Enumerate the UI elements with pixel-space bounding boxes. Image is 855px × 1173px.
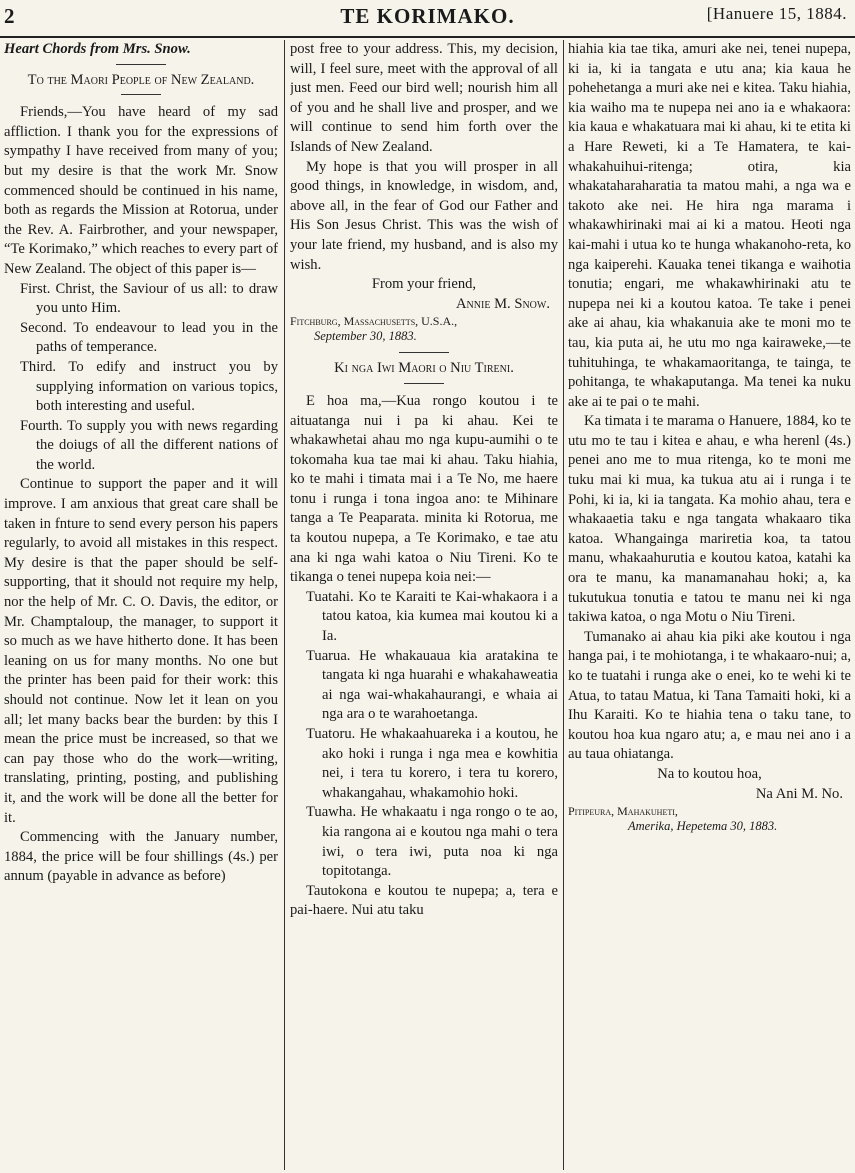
list-item: Tuawha. He whakaatu i nga rongo o te ao, kia rangona ai e koutou nga mahi o tera iwi, o tera iwi, puta noa ki nga topitotanga. [306,804,558,880]
signature: Na Ani M. No. [755,785,843,802]
page-number: 2 [4,4,15,28]
closing: Na to koutou hoa, [657,765,762,782]
paragraph: Ka timata i te marama o Hanuere, 1884, ko te utu mo te tau i kitea e ahau, e wha herenl (4s.) penei ano me to mua ritenga, ko te moni me tuku mai ki mua, ka tukua atu ai i runga i te Pohi, ki ia, ki ia tangata. Ka mohio ahau, tera e whakaaetia taku e nga tangata whakaaro tika katoa. Whangainga mariretia koa, ta tatou manu, whakaahurutia e koutou katoa, katahi ka ora te manu, ka manamanahau hoki; a, ka tukutukua tonutia e tatou te manu nei ki nga takiwa katoa, o nga Motu o Niu Tireni. [568,413,851,626]
paragraph: hiahia kia tae tika, amuri ake nei, tenei nupepa, ki ia, ki ia tangata e utu ana; kia kaua he pohehetanga a muri ake nei e kitea. Taku hiahia, kia waiho ma te nupepa nei ano ia e whakaora: kia kaua e whakatuara mai ki ahau, ki te etita ki a Hare Reweti, ki a Te Hamatera, te kai-whakahuihui-ritenga; otira, kia whakataharaharatia ta matou mahi, a nga wa e takoto ake nei. He hira nga marama i whakawhirinaki mai ai ki a matou. Heoti nga kai-mahi i utua ko te hunga whakanoho-reta, ko nga kaiperehi. Kauaka tenei tikanga e waihotia tonutia; engari, me whakawhirinaki atu te nupepa nei ki a koutou katoa. Te take i penei ake ai ahau, kia whakanuia ake te moni mo te tau, kia puta ai, he utu mo nga kairaweke,—te tuhituhinga, te whakamaoritanga, te tainga, te pohitanga, te whakaputanga. Ma tenei ka nuku ake ai te pai o te mahi. [568,41,851,410]
column-3 [568,40,851,1170]
signature: Annie M. Snow. [456,295,550,312]
list-item: First. Christ, the Saviour of us all: to draw you unto Him. [20,280,278,317]
column-divider [563,40,564,1170]
section-rule [399,352,449,353]
paragraph: post free to your address. This, my decision, will, I feel sure, meet with the approval of all just men. Feed our bird well; nourish him all of you and he shall live and prosper, and we will continue to send him forth over the Islands of New Zealand. [290,41,558,155]
place-line: Fitchburg, Massachusetts, U.S.A., [290,314,458,329]
paragraph: Continue to support the paper and it will improve. I am anxious that great care shall be taken in fnture to send every person his papers regularly, to avoid all mistakes in this respect. My desire is that the paper should be self-supporting, that it should not require my help, nor the help of Mr. C. O. Davis, the editor, or Mr. Champtaloup, the manager, to support it so much as we have hitherto done. It has been leaning on us for many months. No one but the printer has been paid for their work: this should not continue. Now let it lean on you all; let many backs bear the burden: by this I mean the price must be increased, so that we can pay those who do the work—writing, translating, printing, posting, and publishing it, and the work will be done all the better for it. [4,476,278,826]
article-subheading: To the Maori People of New Zealand. [27,71,255,88]
paragraph: Tautokona e koutou te nupepa; a, tera e pai-haere. Nui atu taku [290,882,558,919]
column-1 [4,40,278,1170]
section-rule [121,94,161,95]
list-item: Tuatahi. Ko te Karaiti te Kai-whakaora i a tatou katoa, kia kumea mai koutou ki a Ia. [306,588,558,645]
column-divider [284,40,285,1170]
place-date: September 30, 1883. [314,329,417,344]
paragraph: Tumanako ai ahau kia piki ake koutou i nga hanga pai, i te mohiotanga, i te whakaaro-nui; a, ko te tuatahi i runga ake o enei, ko te wehi ki te Atua, to tatau Matua, ki Tana Tamaiti hoki, ki a Ihu Karaiti. Ko te hiahia tena o taku tane, to koutou hoa kua ngaro atu; a, e mau nei ano i a au taua ohiatanga. [568,628,851,763]
closing: From your friend, [371,276,477,293]
paragraph: My hope is that you will prosper in all good things, in knowledge, in wisdom, and, above all, in the fear of God our Father and His Son Jesus Christ. This was the wish of your late friend, my husband, and is also my wish. [290,158,558,273]
page-header [0,0,855,38]
issue-date: [Hanuere 15, 1884. [706,4,847,23]
list-item: Fourth. To supply you with news regarding the doiugs of all the different nations of the world. [20,417,278,473]
paragraph: E hoa ma,—Kua rongo koutou i te aituatanga nui i pa ki ahau. Kei te whakawhetai ahau mo nga kupu-aumihi o te tokomaha kua tae mai ki ahau. Taku hiahia, ko te mahi i timata mai i a Te No, me haere tonu i runga i tona ingoa ano: te Mihinare tanga a Te Peaparata. minita ki Rotorua, me ta koutou nupepa, a Te Korimako, e tae atu ana ki nga wahi katoa o Niu Tireni. Ko te tikanga o tenei nupepa koia nei:— [290,392,558,586]
list-item: Third. To edify and instruct you by supplying information on various topics, both interesting and useful. [20,358,278,415]
paragraph: Commencing with the January number, 1884, the price will be four shillings (4s.) per annum (payable in advance as before) [4,829,278,885]
list-item: Tuatoru. He whakaahuareka i a koutou, he ako hoki i runga i nga mea e kowhitia nei, i tera tu korero, i tera tu korero, whakangahau, whakamohio hoki. [306,726,558,801]
article-heading: Ki nga Iwi Maori o Niu Tireni. [334,360,514,377]
list-item: Second. To endeavour to lead you in the paths of temperance. [20,319,278,356]
section-rule [404,383,444,384]
list-item: Tuarua. He whakauaua kia aratakina te tangata ki nga huarahi e whakahaweatia ai nga wai-whakahaurangi, e whaia ai nga ara o te warahoetanga. [306,647,558,723]
article-heading: Heart Chords from Mrs. Snow. [4,41,191,57]
place-line: Pitipeura, Mahakuheti, [568,804,678,819]
column-2 [290,40,558,1170]
newspaper-title: TE KORIMAKO. [340,4,515,28]
paragraph: Friends,—You have heard of my sad affliction. I thank you for the expressions of sympathy I have received from many of you; but my desire is that the work Mr. Snow commenced should be continued in his name, both as regards the Mission at Rotorua, under the Rev. A. Fairbrother, and your newspaper, “Te Korimako,” which reaches to every part of New Zealand. The object of this paper is— [4,104,278,277]
place-date: Amerika, Hepetema 30, 1883. [628,819,778,834]
section-rule [116,64,166,65]
